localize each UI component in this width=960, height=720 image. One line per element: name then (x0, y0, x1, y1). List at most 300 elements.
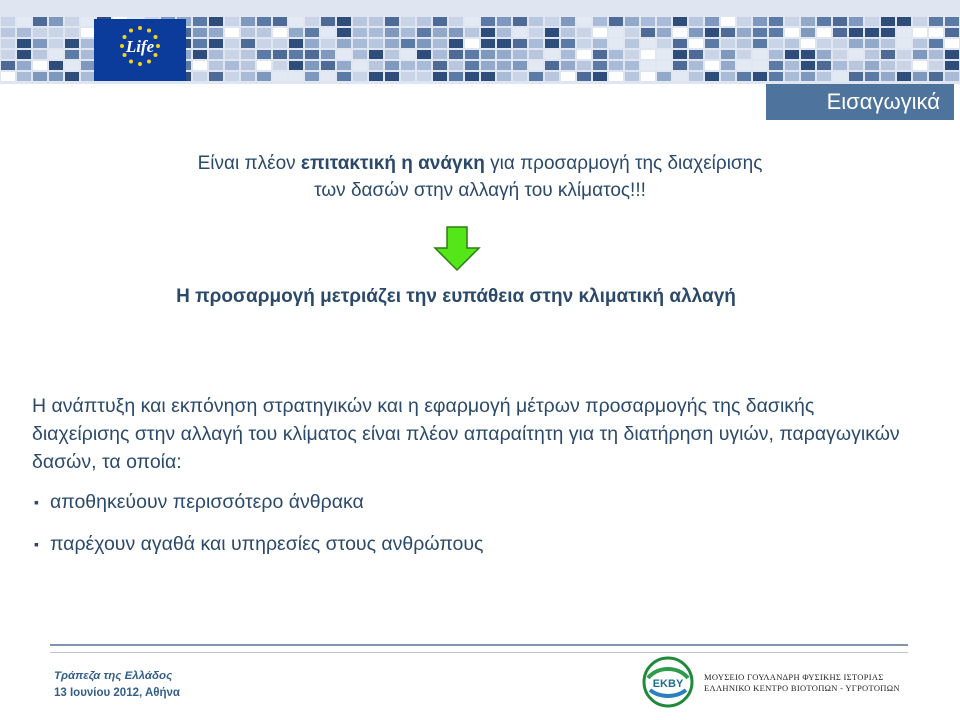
mosaic-tile (369, 17, 383, 26)
mosaic-tile (33, 28, 47, 37)
mosaic-tile (305, 72, 319, 81)
mosaic-tile (321, 72, 335, 81)
mosaic-tile (529, 72, 543, 81)
mosaic-tile (49, 17, 63, 26)
bullet-icon: ▪ (34, 494, 39, 510)
mosaic-tile (897, 17, 911, 26)
mosaic-tile (225, 17, 239, 26)
mosaic-tile (881, 28, 895, 37)
list-item (32, 488, 483, 530)
mosaic-tile (673, 17, 687, 26)
mosaic-tile (465, 72, 479, 81)
mosaic-tile (257, 72, 271, 81)
mosaic-tile (273, 39, 287, 48)
down-arrow-icon (433, 226, 481, 277)
mosaic-tile (657, 61, 671, 70)
mosaic-tile (225, 39, 239, 48)
mosaic-tile (465, 28, 479, 37)
svg-text:Life: Life (125, 37, 155, 56)
mosaic-tile (209, 50, 223, 59)
mosaic-tile (33, 72, 47, 81)
mosaic-tile (625, 39, 639, 48)
mosaic-tile (225, 72, 239, 81)
org-name-line-1: ΜΟΥΣΕΙΟ ΓΟΥΛΑΝΔΡΗ ΦΥΣΙΚΗΣ ΙΣΤΟΡΙΑΣ (704, 672, 884, 682)
mosaic-tile (561, 17, 575, 26)
mosaic-tile (593, 72, 607, 81)
bullet-list (32, 488, 483, 572)
mosaic-tile (417, 50, 431, 59)
mosaic-tile (337, 39, 351, 48)
mosaic-tile (257, 17, 271, 26)
mosaic-tile (353, 39, 367, 48)
mosaic-tile (929, 72, 943, 81)
mosaic-tile (433, 39, 447, 48)
mosaic-tile (417, 72, 431, 81)
mosaic-tile (753, 50, 767, 59)
mosaic-tile (433, 17, 447, 26)
mosaic-tile (305, 61, 319, 70)
mosaic-tile (513, 39, 527, 48)
mosaic-tile (913, 39, 927, 48)
mosaic-tile (545, 17, 559, 26)
mosaic-tile (49, 39, 63, 48)
mosaic-tile (689, 17, 703, 26)
mosaic-tile (1, 61, 15, 70)
mosaic-tile (625, 17, 639, 26)
mosaic-tile (913, 72, 927, 81)
mosaic-tile (897, 39, 911, 48)
mosaic-tile (785, 50, 799, 59)
mosaic-tile (705, 61, 719, 70)
footer-venue: Τράπεζα της Ελλάδος (54, 670, 173, 682)
mosaic-tile (273, 72, 287, 81)
mosaic-tile (273, 61, 287, 70)
mosaic-tile (657, 72, 671, 81)
lead-line-1-pre: Είναι πλέον (197, 153, 301, 174)
mosaic-tile (769, 61, 783, 70)
mosaic-tile (641, 39, 655, 48)
mosaic-tile (433, 28, 447, 37)
lead-line-2: των δασών στην αλλαγή του κλίματος!!! (314, 180, 646, 201)
mosaic-tile (801, 72, 815, 81)
mosaic-tile (849, 50, 863, 59)
mosaic-tile (673, 39, 687, 48)
mosaic-tile (561, 72, 575, 81)
mosaic-tile (913, 28, 927, 37)
mosaic-tile (897, 50, 911, 59)
mosaic-tile (257, 61, 271, 70)
mosaic-tile (81, 61, 95, 70)
mosaic-tile (865, 28, 879, 37)
mosaic-tile (673, 28, 687, 37)
mosaic-tile (257, 39, 271, 48)
mosaic-tile (1, 50, 15, 59)
mosaic-tile (945, 39, 959, 48)
mosaic-tile (689, 39, 703, 48)
mosaic-tile (433, 72, 447, 81)
mosaic-tile (625, 72, 639, 81)
mosaic-tile (769, 28, 783, 37)
mosaic-tile (721, 50, 735, 59)
mosaic-tile (817, 28, 831, 37)
mosaic-tile (65, 50, 79, 59)
mosaic-tile (641, 72, 655, 81)
mosaic-tile (49, 50, 63, 59)
mosaic-tile (449, 28, 463, 37)
mosaic-tile (657, 17, 671, 26)
mosaic-tile (81, 72, 95, 81)
mosaic-tile (737, 17, 751, 26)
mosaic-tile (369, 50, 383, 59)
mosaic-tile (577, 39, 591, 48)
mosaic-tile (593, 61, 607, 70)
mosaic-tile (625, 50, 639, 59)
mosaic-tile (865, 72, 879, 81)
mosaic-tile (465, 50, 479, 59)
mosaic-tile (529, 50, 543, 59)
mosaic-tile (881, 72, 895, 81)
mosaic-tile (801, 61, 815, 70)
mosaic-tile (897, 72, 911, 81)
mosaic-tile (785, 61, 799, 70)
mosaic-tile (417, 61, 431, 70)
mosaic-tile (769, 39, 783, 48)
mosaic-tile (353, 61, 367, 70)
mosaic-tile (529, 17, 543, 26)
mosaic-tile (497, 72, 511, 81)
mosaic-tile (481, 61, 495, 70)
mosaic-tile (513, 17, 527, 26)
mosaic-tile (241, 50, 255, 59)
mosaic-tile (609, 39, 623, 48)
mosaic-tile (321, 28, 335, 37)
mosaic-tile (49, 72, 63, 81)
mosaic-tile (305, 28, 319, 37)
mosaic-tile (833, 72, 847, 81)
mosaic-tile (193, 61, 207, 70)
mosaic-tile (945, 50, 959, 59)
mosaic-tile (321, 50, 335, 59)
mosaic-tile (817, 39, 831, 48)
mosaic-tile (81, 50, 95, 59)
section-title: Εισαγωγικά (766, 84, 954, 120)
mosaic-tile (513, 61, 527, 70)
mosaic-tile (929, 17, 943, 26)
body-paragraph: Η ανάπτυξη και εκπόνηση στρατηγικών και η εφαρμογή μέτρων προσαρμογής της δασικής διαχείρισης στην αλλαγή του κλίματος είναι πλέον απαραίτητη για τη διατήρηση υγιών, παραγωγικών δασών, τα οποία: (32, 395, 900, 473)
mosaic-tile (865, 50, 879, 59)
mosaic-tile (625, 28, 639, 37)
mosaic-tile (273, 50, 287, 59)
mosaic-tile (721, 28, 735, 37)
lead-line-1 (0, 150, 960, 177)
mosaic-tile (929, 28, 943, 37)
mosaic-tile (17, 17, 31, 26)
mosaic-tile (401, 28, 415, 37)
mosaic-tile (529, 61, 543, 70)
mosaic-tile (865, 17, 879, 26)
mosaic-tile (417, 28, 431, 37)
mosaic-tile (849, 61, 863, 70)
mosaic-tile (417, 39, 431, 48)
mosaic-tile (641, 17, 655, 26)
org-name (704, 672, 900, 694)
mosaic-tile (257, 50, 271, 59)
mosaic-tile (945, 72, 959, 81)
footer-divider (50, 644, 908, 653)
mosaic-tile (449, 72, 463, 81)
mosaic-tile (673, 61, 687, 70)
mosaic-tile (193, 28, 207, 37)
mosaic-tile (513, 28, 527, 37)
mosaic-tile (337, 61, 351, 70)
mosaic-tile (817, 17, 831, 26)
mosaic-tile (401, 72, 415, 81)
mosaic-tile (273, 28, 287, 37)
mosaic-tile (369, 28, 383, 37)
mosaic-tile (737, 50, 751, 59)
mosaic-tile (289, 72, 303, 81)
mosaic-tile (401, 50, 415, 59)
mosaic-tile (561, 50, 575, 59)
mosaic-tile (481, 39, 495, 48)
mosaic-tile (193, 39, 207, 48)
mosaic-tile (577, 50, 591, 59)
mosaic-tile (385, 61, 399, 70)
mosaic-tile (801, 17, 815, 26)
mosaic-tile (833, 61, 847, 70)
ekby-logo-text: EKBY (652, 678, 684, 690)
mosaic-tile (769, 17, 783, 26)
mosaic-tile (561, 61, 575, 70)
lead-emphasis: επιτακτική η ανάγκη (300, 153, 485, 174)
mosaic-tile (849, 39, 863, 48)
mosaic-tile (449, 17, 463, 26)
mosaic-tile (497, 50, 511, 59)
mosaic-tile (913, 61, 927, 70)
header-banner (0, 0, 960, 84)
mosaic-tile (577, 28, 591, 37)
mosaic-tile (785, 72, 799, 81)
mosaic-tile (641, 50, 655, 59)
mosaic-tile (785, 28, 799, 37)
mosaic-tile (737, 28, 751, 37)
mosaic-tile (257, 28, 271, 37)
mosaic-tile (225, 50, 239, 59)
mosaic-tile (385, 17, 399, 26)
mosaic-tile (657, 50, 671, 59)
mosaic-tile (833, 17, 847, 26)
mosaic-tile (705, 50, 719, 59)
mosaic-tile (465, 39, 479, 48)
mosaic-tile (17, 28, 31, 37)
mosaic-tile (769, 72, 783, 81)
mosaic-tile (289, 50, 303, 59)
mosaic-tile (737, 72, 751, 81)
mosaic-tile (865, 39, 879, 48)
mosaic-tile (513, 72, 527, 81)
mosaic-tile (81, 28, 95, 37)
mosaic-tile (321, 39, 335, 48)
mosaic-tile (945, 28, 959, 37)
mosaic-tile (705, 39, 719, 48)
mosaic-tile (17, 61, 31, 70)
mosaic-tile (481, 17, 495, 26)
mosaic-tile (673, 50, 687, 59)
mosaic-tile (721, 61, 735, 70)
mosaic-tile (737, 61, 751, 70)
mosaic-tile (65, 28, 79, 37)
mosaic-tile (529, 39, 543, 48)
mosaic-tile (241, 39, 255, 48)
mosaic-tile (497, 39, 511, 48)
mosaic-tile (689, 50, 703, 59)
mosaic-tile (225, 28, 239, 37)
mosaic-tile (209, 17, 223, 26)
mosaic-tile (449, 39, 463, 48)
mosaic-tile (881, 50, 895, 59)
mosaic-tile (193, 17, 207, 26)
mosaic-tile (881, 39, 895, 48)
mosaic-tile (849, 17, 863, 26)
mosaic-tile (33, 50, 47, 59)
mosaic-tile (289, 39, 303, 48)
mosaic-tile (945, 61, 959, 70)
mosaic-tile (17, 50, 31, 59)
mosaic-tile (401, 17, 415, 26)
mosaic-tile (769, 50, 783, 59)
mosaic-tile (321, 61, 335, 70)
mosaic-tile (545, 28, 559, 37)
mosaic-tile (209, 61, 223, 70)
mosaic-tile (689, 28, 703, 37)
mosaic-tile (929, 39, 943, 48)
mosaic-tile (753, 28, 767, 37)
mosaic-tile (497, 17, 511, 26)
mosaic-tile (577, 72, 591, 81)
bullet-icon: ▪ (34, 536, 39, 552)
mosaic-tile (481, 72, 495, 81)
mosaic-tile (849, 28, 863, 37)
mosaic-tile (81, 17, 95, 26)
mosaic-tile (657, 28, 671, 37)
mosaic-tile (17, 39, 31, 48)
mosaic-tile (65, 72, 79, 81)
list-item-text: παρέχουν αγαθά και υπηρεσίες στους ανθρώπους (50, 533, 484, 555)
mosaic-tile (849, 72, 863, 81)
mosaic-tile (385, 50, 399, 59)
mosaic-tile (385, 72, 399, 81)
mosaic-tile (209, 72, 223, 81)
mosaic-tile (753, 61, 767, 70)
mosaic-tile (833, 39, 847, 48)
mosaic-tile (305, 39, 319, 48)
mosaic-tile (545, 72, 559, 81)
mosaic-tile (65, 39, 79, 48)
list-item (32, 530, 483, 572)
mosaic-tile (1, 28, 15, 37)
mosaic-tile (641, 61, 655, 70)
mosaic-tile (817, 61, 831, 70)
mosaic-tile (609, 72, 623, 81)
mosaic-tile (881, 61, 895, 70)
mosaic-tile (689, 61, 703, 70)
footer-event-info (54, 668, 180, 702)
mosaic-tile (321, 17, 335, 26)
mosaic-tile (1, 17, 15, 26)
mosaic-tile (577, 61, 591, 70)
mosaic-tile (801, 50, 815, 59)
mosaic-tile (385, 39, 399, 48)
mosaic-tile (753, 72, 767, 81)
mosaic-tile (705, 28, 719, 37)
mosaic-tile (545, 39, 559, 48)
mosaic-tile (193, 72, 207, 81)
mosaic-tile (561, 39, 575, 48)
mosaic-tile (657, 39, 671, 48)
mosaic-tile (497, 61, 511, 70)
mosaic-tile (401, 61, 415, 70)
mosaic-tile (305, 17, 319, 26)
mosaic-tile (705, 17, 719, 26)
mosaic-tile (881, 17, 895, 26)
mosaic-tile (449, 50, 463, 59)
mosaic-tile (433, 50, 447, 59)
mosaic-tile (689, 72, 703, 81)
mosaic-tile (305, 50, 319, 59)
mosaic-tile (337, 72, 351, 81)
mosaic-tile (801, 28, 815, 37)
mosaic-tile (241, 17, 255, 26)
mosaic-tile (753, 17, 767, 26)
ekby-logo-icon (642, 656, 694, 708)
mosaic-tile (593, 39, 607, 48)
footer-date: 13 Ιουνίου 2012, Αθήνα (54, 687, 180, 699)
mosaic-tile (289, 28, 303, 37)
mosaic-tile (353, 50, 367, 59)
mosaic-tile (785, 17, 799, 26)
mosaic-tile (369, 72, 383, 81)
mosaic-tile (721, 39, 735, 48)
mosaic-tile (641, 28, 655, 37)
mosaic-tile (801, 39, 815, 48)
mosaic-tile (817, 72, 831, 81)
mosaic-tile (673, 72, 687, 81)
mosaic-tile (433, 61, 447, 70)
mosaic-tile (17, 72, 31, 81)
mosaic-tile (865, 61, 879, 70)
mosaic-tile (897, 28, 911, 37)
mosaic-tile (737, 39, 751, 48)
mosaic-tile (33, 61, 47, 70)
mosaic-tile (337, 50, 351, 59)
mosaic-tile (353, 28, 367, 37)
mosaic-tile (353, 72, 367, 81)
mosaic-tile (33, 17, 47, 26)
mosaic-tile (337, 28, 351, 37)
mosaic-tile (929, 50, 943, 59)
result-statement: Η προσαρμογή μετριάζει την ευπάθεια στην κλιματική αλλαγή (176, 286, 736, 307)
mosaic-tile (33, 39, 47, 48)
mosaic-tile (209, 39, 223, 48)
mosaic-tile (465, 61, 479, 70)
mosaic-tile (705, 72, 719, 81)
mosaic-tile (401, 39, 415, 48)
lead-statement (0, 150, 960, 204)
mosaic-tile (417, 17, 431, 26)
mosaic-tile (593, 28, 607, 37)
mosaic-tile (817, 50, 831, 59)
mosaic-tile (49, 28, 63, 37)
